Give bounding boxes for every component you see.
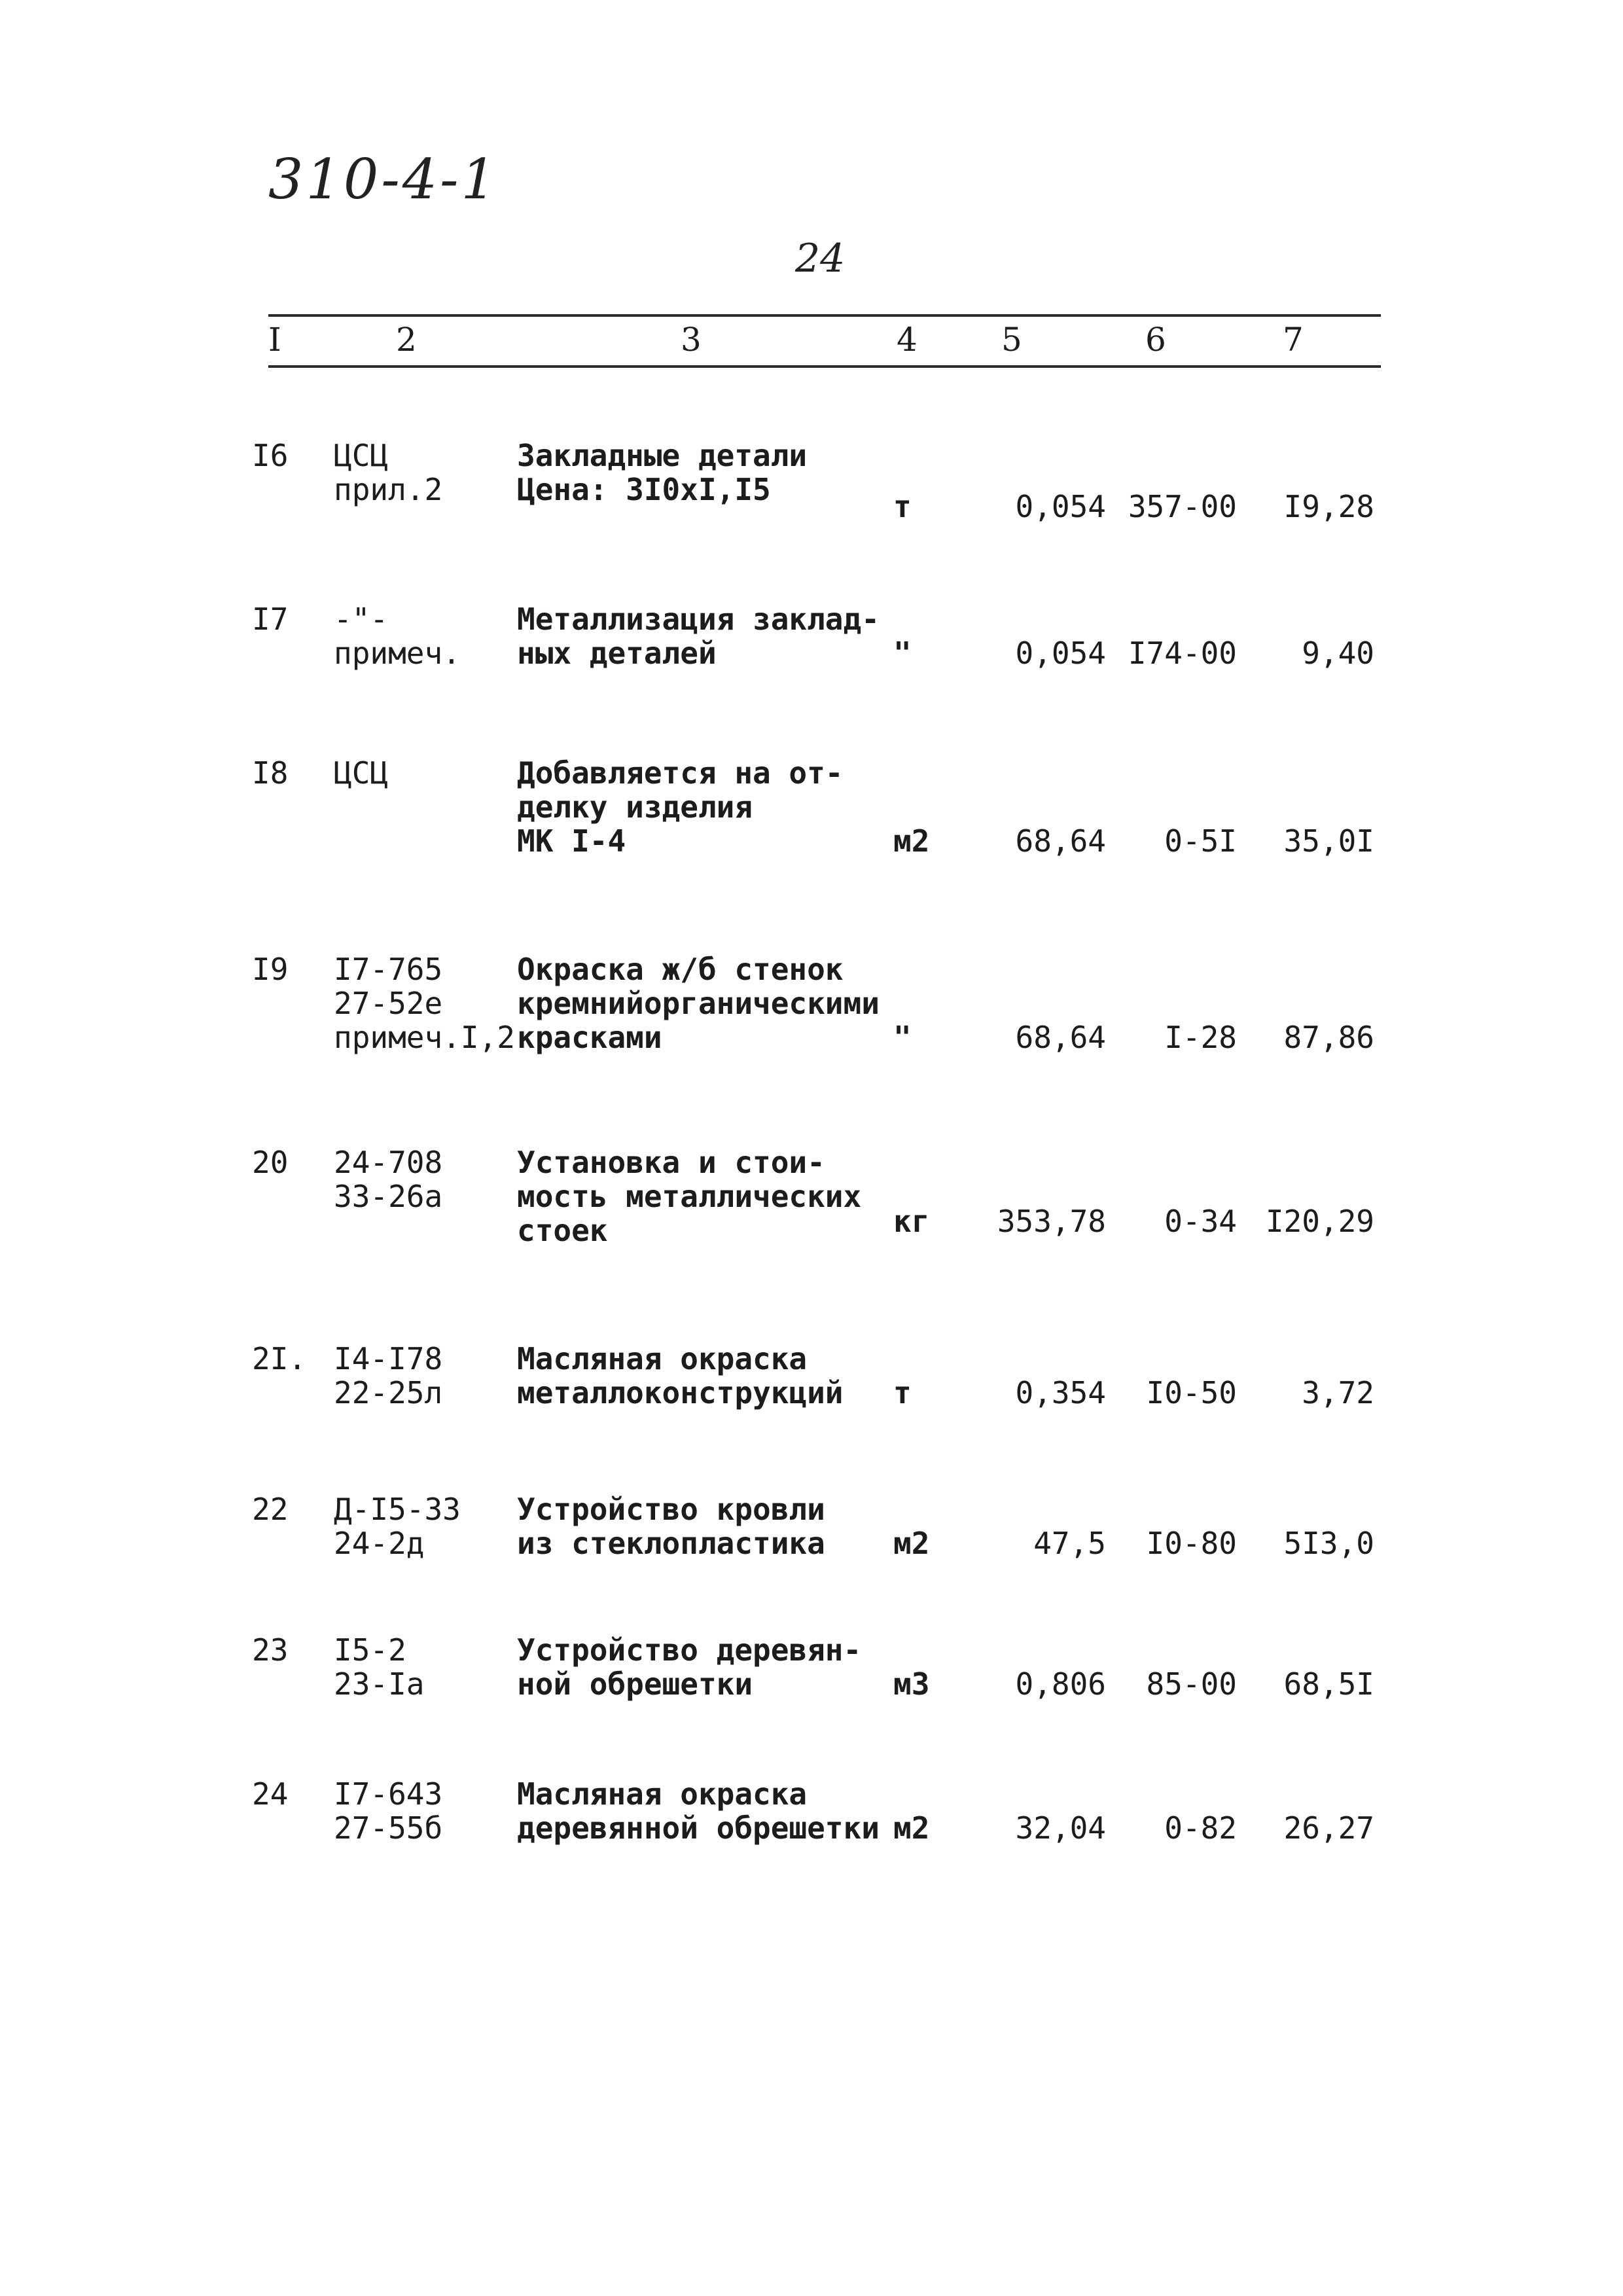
row-price: I-28 <box>1164 1020 1237 1055</box>
document-code: 310-4-1 <box>268 147 499 211</box>
row-number: 23 <box>252 1632 289 1668</box>
row-unit: м2 <box>893 1810 930 1846</box>
row-price: 0-82 <box>1164 1810 1237 1846</box>
row-number: I9 <box>252 952 289 987</box>
row-description: Устройство кровли из стеклопластика <box>517 1492 825 1561</box>
row-unit: м2 <box>893 823 930 859</box>
row-quantity: 0,354 <box>1015 1375 1106 1410</box>
row-quantity: 68,64 <box>1015 1020 1106 1055</box>
row-total: I9,28 <box>1283 489 1374 524</box>
column-header-6: 6 <box>1145 321 1166 359</box>
row-description: Окраска ж/б стенок кремнийорганическими красками <box>517 952 880 1055</box>
row-description: Установка и стои- мость металлических стоек <box>517 1145 862 1248</box>
row-quantity: 68,64 <box>1015 823 1106 859</box>
row-price: 357-00 <box>1128 489 1237 524</box>
column-header-1: I <box>268 321 281 359</box>
row-price: I0-80 <box>1146 1526 1237 1561</box>
row-description: Закладные детали Цена: 3I0xI,I5 <box>517 438 808 507</box>
row-unit: м2 <box>893 1526 930 1561</box>
row-number: 2I. <box>252 1341 307 1376</box>
row-quantity: 0,806 <box>1015 1666 1106 1702</box>
row-quantity: 32,04 <box>1015 1810 1106 1846</box>
row-unit: " <box>893 636 912 671</box>
row-number: I6 <box>252 438 289 473</box>
row-unit: м3 <box>893 1666 930 1702</box>
row-price: 85-00 <box>1146 1666 1237 1702</box>
row-code: ЦСЦ прил.2 <box>334 438 443 507</box>
row-number: 22 <box>252 1492 289 1527</box>
row-number: 24 <box>252 1776 289 1812</box>
column-header-3: 3 <box>681 321 702 359</box>
row-code: I5-2 23-Iа <box>334 1632 425 1702</box>
table-rule-bottom <box>268 365 1381 368</box>
row-unit: т <box>893 489 912 524</box>
row-price: I0-50 <box>1146 1375 1237 1410</box>
row-total: 5I3,0 <box>1283 1526 1374 1561</box>
row-price: 0-34 <box>1164 1204 1237 1239</box>
row-total: 35,0I <box>1283 823 1374 859</box>
row-number: I7 <box>252 601 289 637</box>
row-unit: т <box>893 1375 912 1410</box>
row-total: 87,86 <box>1283 1020 1374 1055</box>
row-total: I20,29 <box>1265 1204 1374 1239</box>
row-code: I7-643 27-55б <box>334 1776 443 1846</box>
row-total: 26,27 <box>1283 1810 1374 1846</box>
column-header-5: 5 <box>1001 321 1022 359</box>
row-quantity: 353,78 <box>997 1204 1106 1239</box>
row-quantity: 0,054 <box>1015 489 1106 524</box>
row-description: Добавляется на от- делку изделия МК I-4 <box>517 755 844 859</box>
column-header-7: 7 <box>1283 321 1304 359</box>
page-number: 24 <box>795 236 846 281</box>
row-total: 68,5I <box>1283 1666 1374 1702</box>
row-code: Д-I5-33 24-2д <box>334 1492 461 1561</box>
column-header-2: 2 <box>396 321 417 359</box>
row-code: ЦСЦ <box>334 755 389 791</box>
row-total: 9,40 <box>1302 636 1374 671</box>
row-quantity: 47,5 <box>1033 1526 1106 1561</box>
row-quantity: 0,054 <box>1015 636 1106 671</box>
row-description: Масляная окраска металлоконструкций <box>517 1341 844 1410</box>
row-code: 24-708 33-26а <box>334 1145 443 1214</box>
table-rule-top <box>268 314 1381 317</box>
row-number: I8 <box>252 755 289 791</box>
row-description: Устройство деревян- ной обрешетки <box>517 1632 862 1702</box>
row-description: Металлизация заклад- ных деталей <box>517 601 880 671</box>
row-unit: кг <box>893 1204 930 1239</box>
row-price: 0-5I <box>1164 823 1237 859</box>
row-code: I7-765 27-52е примеч.I,2 <box>334 952 515 1055</box>
row-total: 3,72 <box>1302 1375 1374 1410</box>
column-header-4: 4 <box>897 321 918 359</box>
row-description: Масляная окраска деревянной обрешетки <box>517 1776 880 1846</box>
row-code: -"- примеч. <box>334 601 461 671</box>
row-unit: " <box>893 1020 912 1055</box>
row-price: I74-00 <box>1128 636 1237 671</box>
row-code: I4-I78 22-25л <box>334 1341 443 1410</box>
row-number: 20 <box>252 1145 289 1180</box>
